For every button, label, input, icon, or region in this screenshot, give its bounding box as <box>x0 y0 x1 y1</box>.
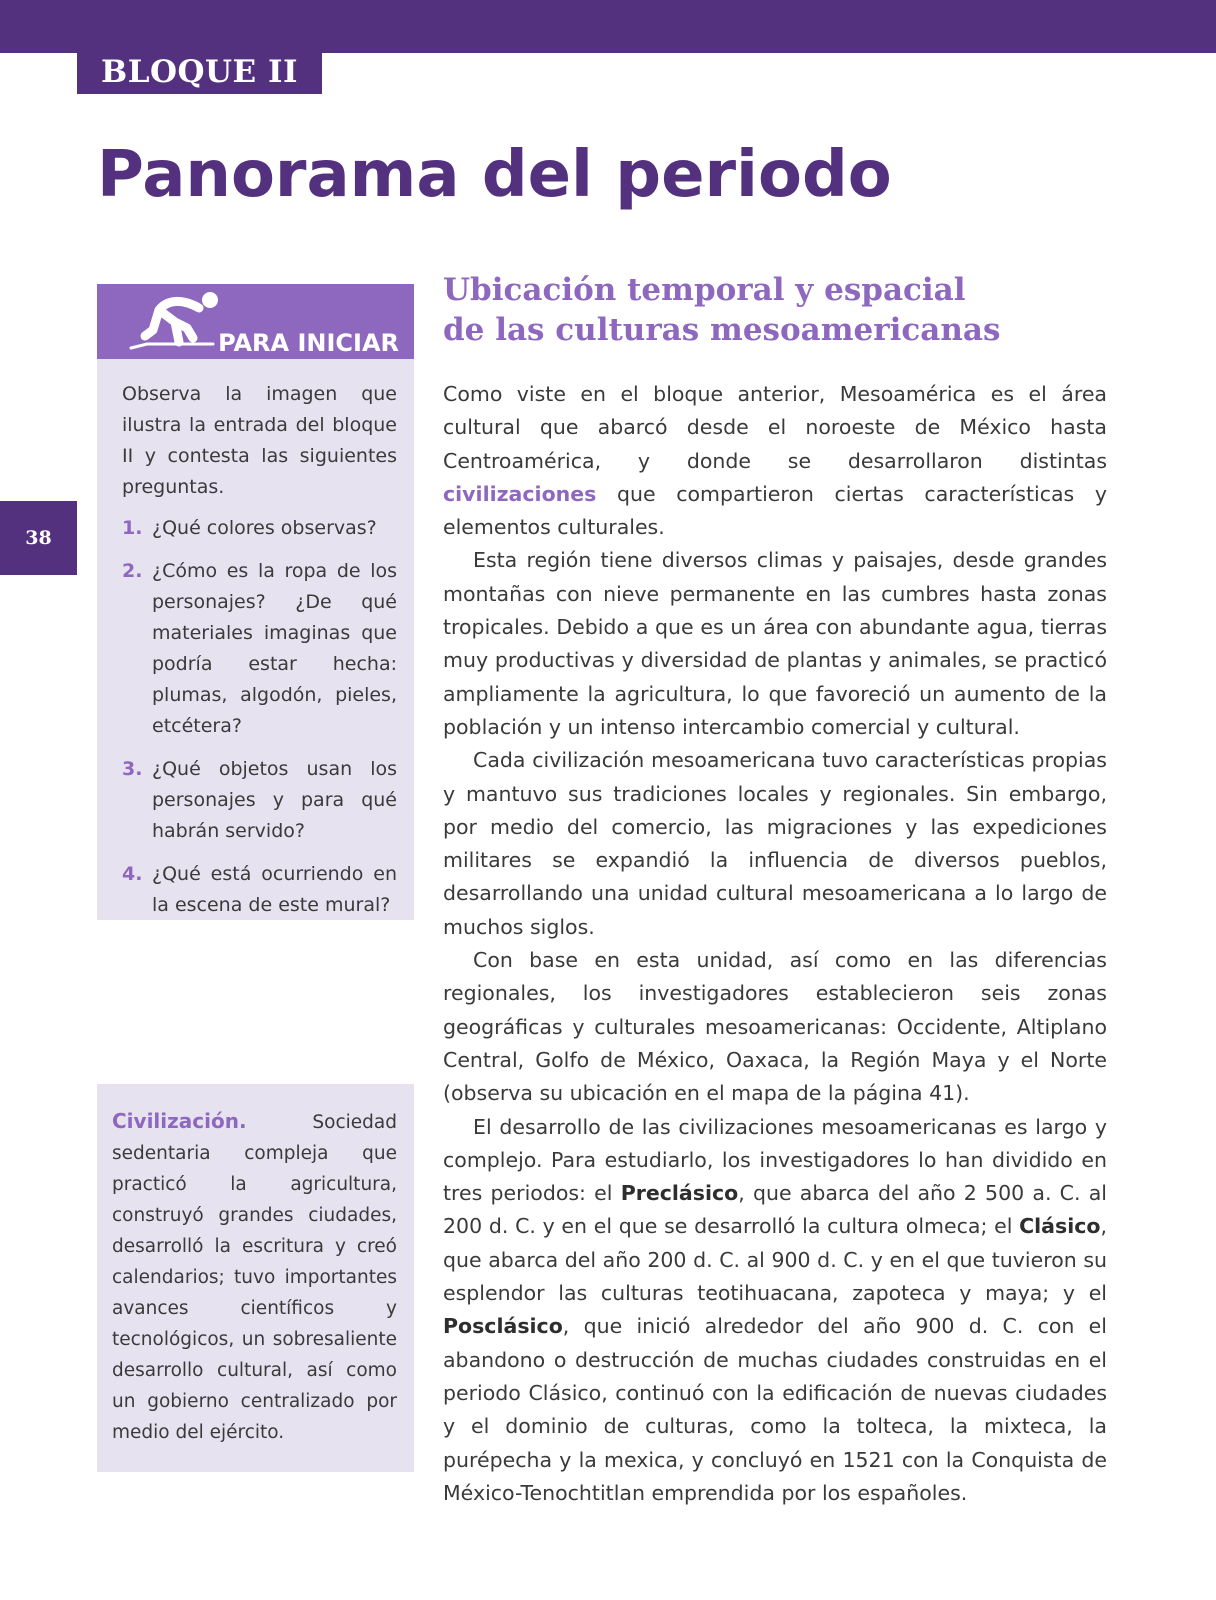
glossary-box <box>97 1084 414 1472</box>
glossary-term: Civilización. <box>112 1109 247 1133</box>
runner-start-icon <box>123 288 223 352</box>
section-heading <box>443 270 1043 350</box>
question-list <box>122 513 397 921</box>
question-number: 3. <box>122 758 143 780</box>
para-iniciar-header <box>97 284 414 359</box>
paragraph-4: Con base en esta unidad, así como en las diferencias regionales, los investigadores establecieron seis zonas geográficas y culturales mesoamericanas: Occidente, Altiplano Central, Golfo de México, Oaxaca, la Región Maya y el Norte (observa su ubicación en el mapa de la página 41). <box>443 948 1107 1106</box>
question-item <box>122 513 397 544</box>
term-clasico: Clásico <box>1019 1214 1101 1239</box>
question-number: 1. <box>122 517 143 539</box>
bloque-label: BLOQUE II <box>77 50 322 94</box>
main-text <box>443 378 1107 1510</box>
term-posclasico: Posclásico <box>443 1314 563 1339</box>
question-item <box>122 556 397 742</box>
paragraph-3: Cada civilización mesoamericana tuvo características propias y mantuvo sus tradiciones locales y regionales. Sin embargo, por medio del comercio, las migraciones y las expediciones militares se expandió la influencia de diversos pueblos, desarrollando una unidad cultural mesoamericana a lo largo de muchos siglos. <box>443 748 1107 939</box>
paragraph-5: El desarrollo de las civilizaciones mesoamericanas es largo y complejo. Para estudiarlo, los investigadores lo han dividido en tres periodos: el Preclásico, que abarca del año 2 500 a. C. al 200 d. C. y en el que se desarrolló la cultura olmeca; el Clásico, que abarca del año 200 d. C. al 900 d. C. y en el que tuvieron su esplendor las culturas teotihuacana, zapoteca y maya; y el Posclásico, que inició alrededor del año 900 d. C. con el abandono o destrucción de muchas ciudades construidas en el periodo Clásico, continuó con la edificación de nuevas ciudades y el dominio de culturas, como la tolteca, la mixteca, la purépecha y la mexica, y concluyó en 1521 con la Conquista de México-Tenochtitlan emprendida por los españoles. <box>443 1114 1107 1505</box>
term-preclasico: Preclásico <box>620 1181 739 1206</box>
para-iniciar-title: PARA INICIAR <box>218 329 399 357</box>
question-text: ¿Qué colores observas? <box>152 517 377 539</box>
paragraph-2: Esta región tiene diversos climas y paisajes, desde grandes montañas con nieve permanente en las cumbres hasta zonas tropicales. Debido a que es un área con abundante agua, tierras muy productivas y diversidad de plantas y animales, se practicó ampliamente la agricultura, lo que favoreció un aumento de la población y un intenso intercambio comercial y cultural. <box>443 548 1107 739</box>
question-item <box>122 859 397 921</box>
glossary-link-civilizaciones[interactable]: civilizaciones <box>443 481 597 506</box>
section-heading-line2: de las culturas mesoamericanas <box>443 312 1001 348</box>
top-bar <box>0 0 1216 53</box>
section-heading-line1: Ubicación temporal y espacial <box>443 272 966 308</box>
paragraph-1: Como viste en el bloque anterior, Mesoamérica es el área cultural que abarcó desde el noroeste de México hasta Centroamérica, y donde se desarrollaron distintas civilizaciones que compartieron ciertas características y elementos culturales. <box>443 382 1107 540</box>
para-iniciar-intro: Observa la imagen que ilustra la entrada del bloque II y contesta las siguientes preguntas. <box>122 383 397 498</box>
question-number: 2. <box>122 560 143 582</box>
para-iniciar-box <box>97 284 414 920</box>
question-text: ¿Qué objetos usan los personajes y para qué habrán servido? <box>152 758 397 842</box>
page-number: 38 <box>0 501 77 575</box>
question-text: ¿Qué está ocurriendo en la escena de este mural? <box>152 863 397 916</box>
question-item <box>122 754 397 847</box>
page-title: Panorama del periodo <box>97 138 892 212</box>
glossary-definition: Sociedad sedentaria compleja que practicó la agricultura, construyó grandes ciudades, desarrolló la escritura y creó calendarios; tuvo importantes avances científicos y tecnológicos, un sobresaliente desarrollo cultural, así como un gobierno centralizado por medio del ejército. <box>112 1112 397 1443</box>
question-text: ¿Cómo es la ropa de los personajes? ¿De qué materiales imaginas que podría estar hecha: plumas, algodón, pieles, etcétera? <box>152 560 397 737</box>
question-number: 4. <box>122 863 143 885</box>
